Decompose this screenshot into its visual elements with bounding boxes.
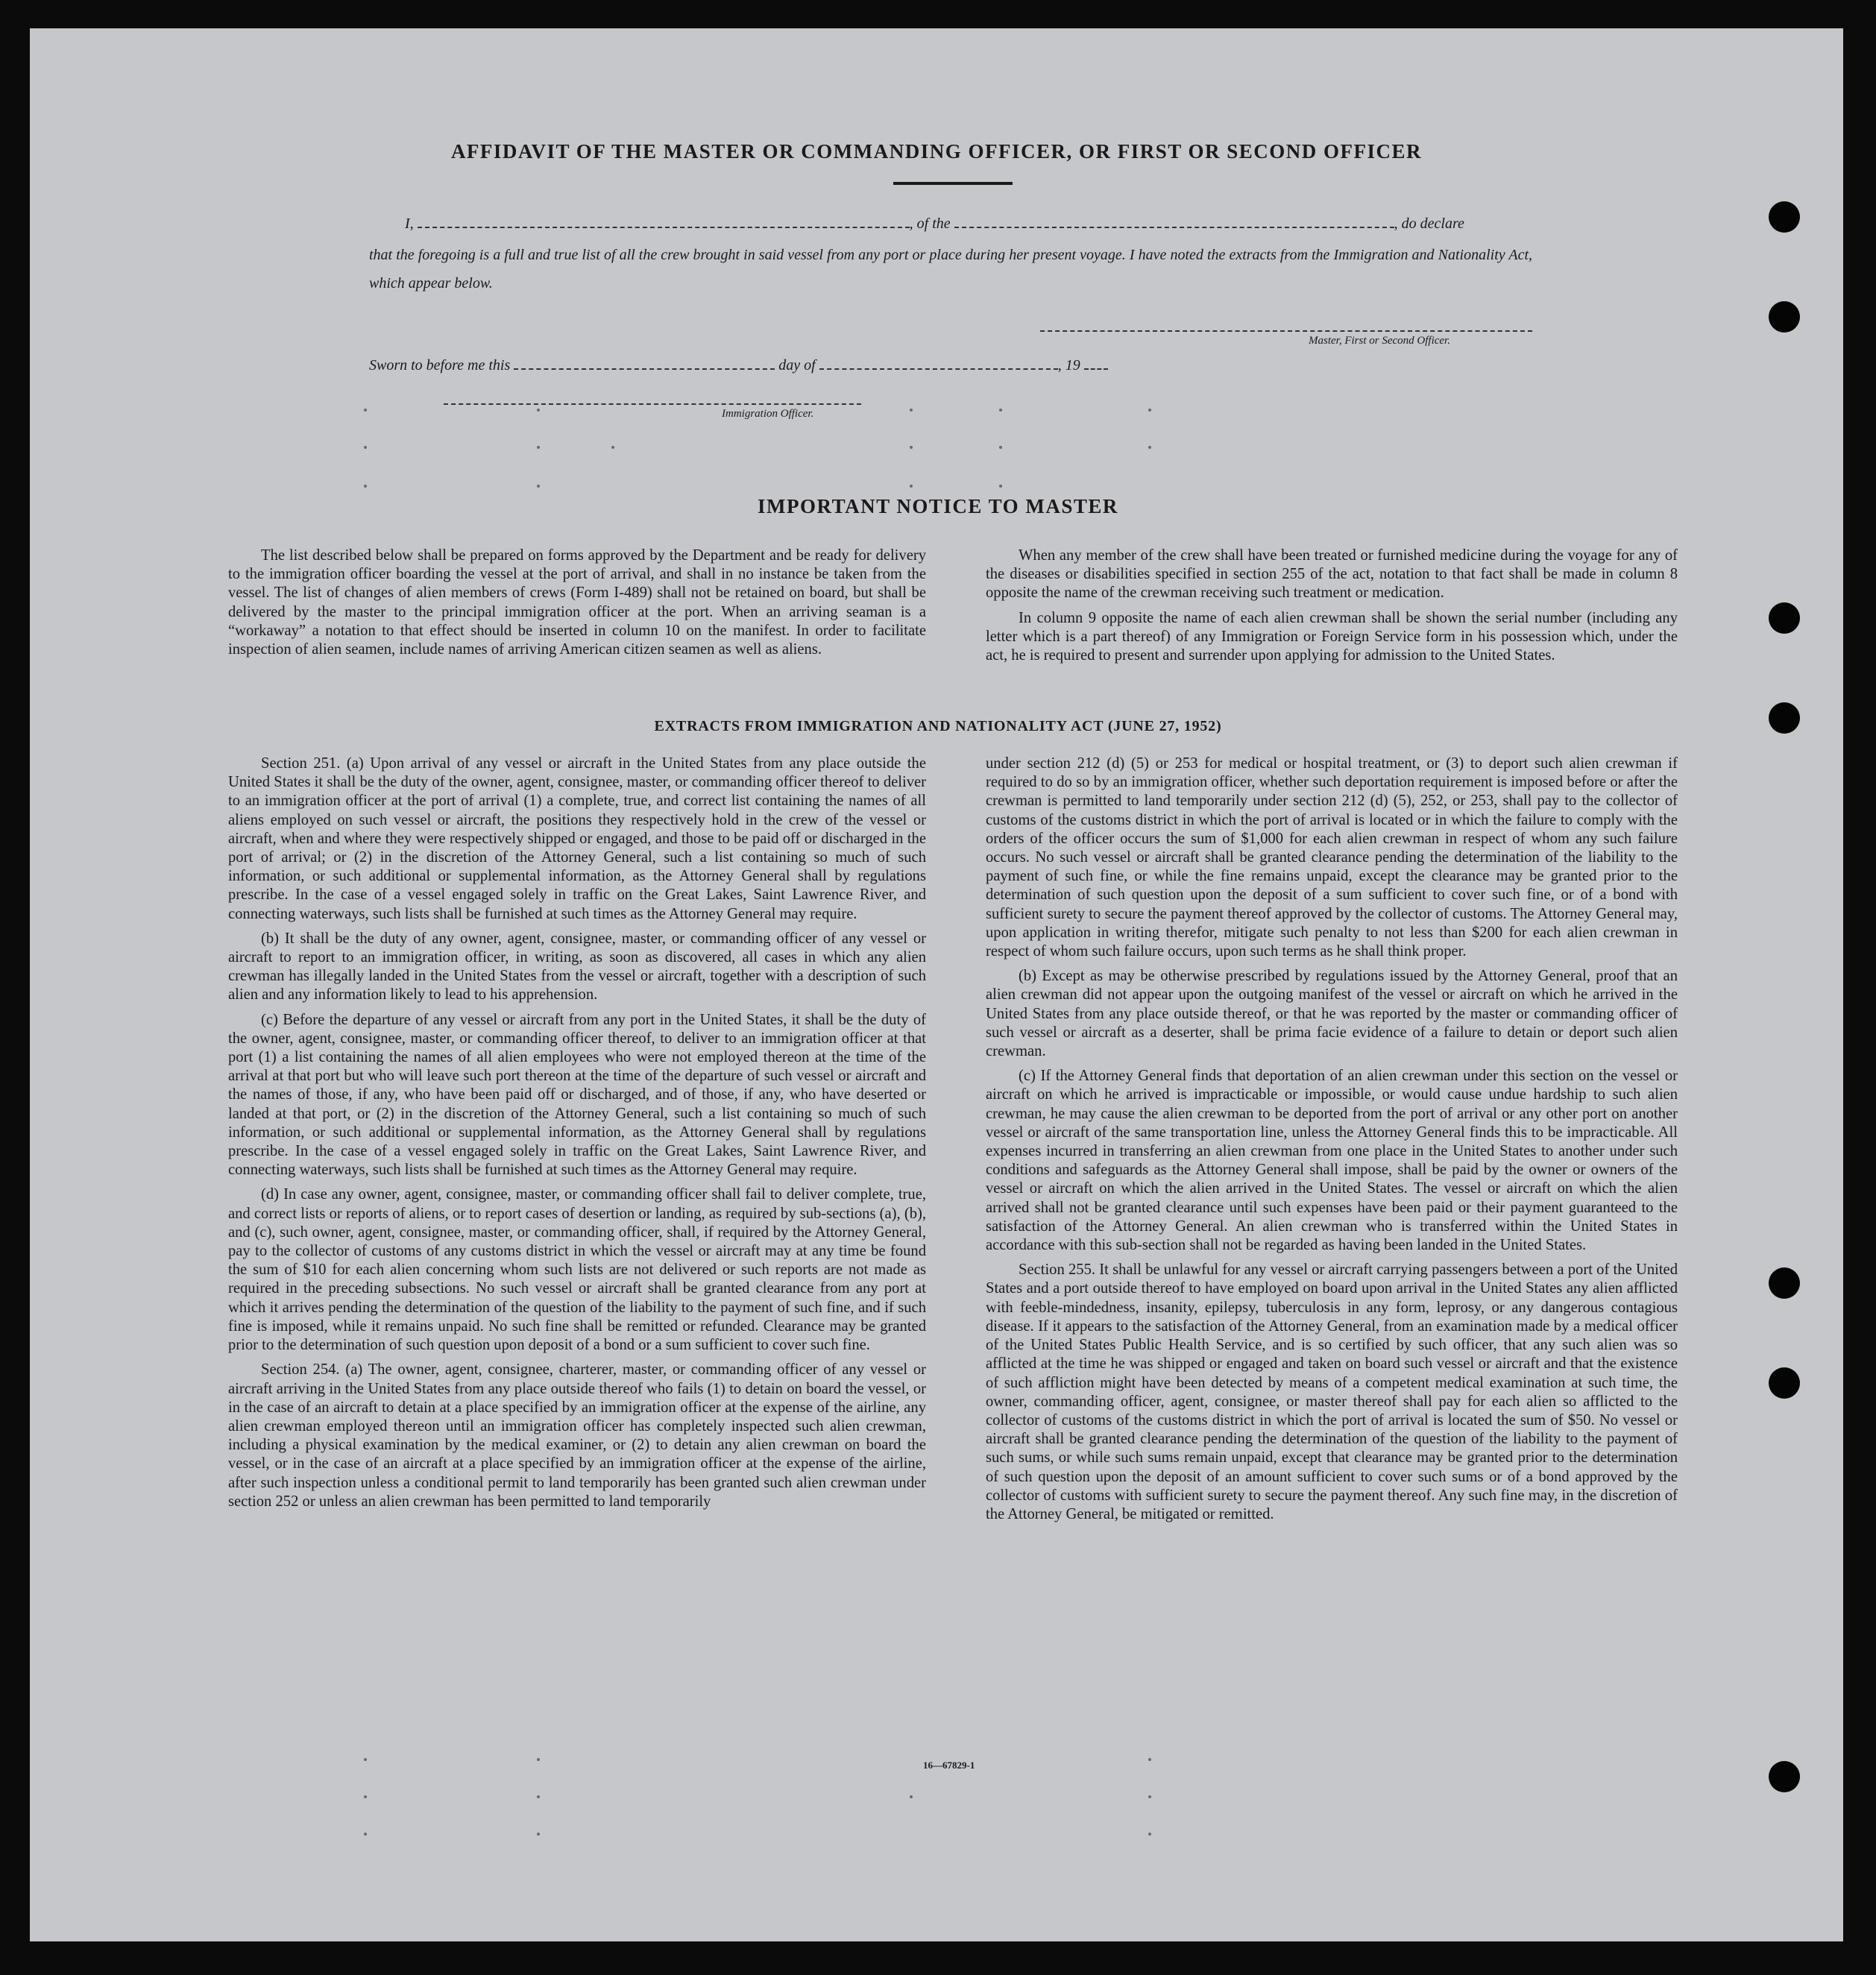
section-251-a: Section 251. (a) Upon arrival of any vessel or aircraft in the United States from any place outside the United States it shall be the duty of the owner, agent, consignee, master, or commanding officer thereof to deliver to an immigration officer at the port of arrival (1) a complete, true, and correct list containing the names of all aliens employed on such vessel or aircraft, the positions they respectively hold in the crew of the vessel or aircraft, when and where they were respectively shipped or engaged, and those to be paid off or discharged in the port of arrival; or (2) in the discretion of the Attorney General, such a list containing so much of such information, or such additional or supplemental information, as the Attorney General shall by regulations prescribe. In the case of a vessel engaged solely in traffic on the Great Lakes, Saint Lawrence River, and connecting waterways, such lists shall be furnished at such times as the Attorney General may require.: [228, 755, 926, 922]
speck-mark: [364, 409, 367, 412]
notice-right-column: [986, 546, 1678, 671]
officer-signature-caption: Immigration Officer.: [722, 408, 814, 420]
affidavit-declare-label: , do declare: [1394, 215, 1464, 232]
speck-mark: [364, 1833, 367, 1836]
sworn-year-blank: [1084, 356, 1108, 370]
sworn-day-blank: [514, 356, 775, 370]
affidavit-of-the-label: , of the: [909, 215, 951, 232]
speck-mark: [537, 485, 540, 488]
punch-hole: [1769, 1761, 1800, 1792]
notice-right-paragraph-2: In column 9 opposite the name of each alien crewman shall be shown the serial number (including any letter which is a part thereof) of any Immigration or Foreign Service form in his possession which, under the act, he is required to present and surrender upon applying for admission to the United States.: [986, 609, 1678, 664]
affidavit-i-label: I,: [405, 215, 414, 232]
affidavit-declaration-line: [405, 215, 1464, 233]
sworn-line: [369, 356, 1108, 374]
punch-hole: [1769, 201, 1800, 233]
speck-mark: [537, 1833, 540, 1836]
sworn-day-of-label: day of: [778, 357, 816, 374]
speck-mark: [1148, 1833, 1151, 1836]
section-254-b: (b) Except as may be otherwise prescribed by regulations issued by the Attorney General, proof that an alien crewman did not appear upon the outgoing manifest of the vessel or aircraft on which he arrived in the United States from any place outside thereof, or that he was reported by the master or commanding officer of such vessel or aircraft as a deserter, shall be prima facie evidence of a failure to detain or deport such alien crewman.: [986, 968, 1678, 1060]
sworn-prefix: Sworn to before me this: [369, 357, 511, 374]
affidavit-statement: that the foregoing is a full and true list of all the crew brought in said vessel from any port or place during her present voyage. I have noted the extracts from the Immigration and Nationality Act, which appear below.: [369, 247, 1532, 292]
extracts-title: EXTRACTS FROM IMMIGRATION AND NATIONALITY ACT (JUNE 27, 1952): [654, 718, 1222, 734]
section-251-d: (d) In case any owner, agent, consignee, master, or commanding officer shall fail to deliver complete, true, and correct lists or reports of aliens, or to report cases of desertion or landing, as required by sub-sections (a), (b), and (c), such owner, agent, consignee, master, or commanding officer, shall, if required by the Attorney General, pay to the collector of customs of any customs district in which the vessel or aircraft may at any time be found the sum of $10 for each alien concerning whom such lists are not delivered or such reports are not made as required in the preceding subsections. No such vessel or aircraft shall be granted clearance from any port at which it arrives pending the determination of the question of the liability to the payment of such fine, and if such fine is imposed, while it remains unpaid. No such fine shall be remitted or refunded. Clearance may be granted prior to the determination of such question upon deposit of a bond or a sum sufficient to cover such fine.: [228, 1186, 926, 1354]
punch-hole: [1769, 301, 1800, 333]
officer-signature-line: [444, 403, 861, 405]
section-254-c: (c) If the Attorney General finds that deportation of an alien crewman under this section on the vessel or aircraft on which he arrived is impracticable or impossible, or would cause undue hardship to such alien crewman, he may cause the alien crewman to be deported from the port of arrival or any other port on another vessel or aircraft of the same transportation line, unless the Attorney General finds this to be impracticable. All expenses incurred in transferring an alien crewman from one place in the United States to another under such conditions and safeguards as the Attorney General shall impose, shall be paid by the owner or owners of the vessel or aircraft on which the alien arrived in the United States. The vessel or aircraft on which the alien arrived shall not be granted clearance until such expenses have been paid or their payment guaranteed to the satisfaction of the Attorney General. An alien crewman who is transferred within the United States in accordance with this sub-section shall not be regarded as having been landed in the United States.: [986, 1068, 1678, 1254]
punch-hole: [1769, 602, 1800, 634]
speck-mark: [364, 1758, 367, 1761]
speck-mark: [910, 1795, 913, 1798]
speck-mark: [364, 485, 367, 488]
notice-right-paragraph-1: When any member of the crew shall have been treated or furnished medicine during the voyage for any of the diseases or disabilities specified in section 255 of the act, notation to that fact shall be made in column 8 opposite the name of the crewman receiving such treatment or medication.: [986, 547, 1678, 602]
section-251-c: (c) Before the departure of any vessel or aircraft from any port in the United States, it shall be the duty of the owner, agent, consignee, master, or commanding officer thereof, to deliver to an immigration officer at that port (1) a list containing the names of all alien employees who were not employed thereon at the time of the arrival at that port but who will leave such port thereon at the time of the departure of such vessel or aircraft and the names of those, if any, who have been paid off or discharged, and of those, if any, who have deserted or landed at that port, or (2) in the discretion of the Attorney General, such a list containing so much of such information, or such additional or supplemental information, as the Attorney General shall by regulations prescribe. In the case of a vessel engaged solely in traffic on the Great Lakes, Saint Lawrence River, and connecting waterways, such lists shall be furnished at such times as the Attorney General may require.: [228, 1011, 926, 1179]
sworn-year-label: , 19: [1057, 357, 1080, 374]
speck-mark: [910, 446, 913, 449]
section-255: Section 255. It shall be unlawful for any vessel or aircraft carrying passengers between a port of the United States and a port outside thereof to have employed on board upon arrival in the United States any alien afflicted with feeble-mindedness, insanity, epilepsy, tuberculosis in any form, leprosy, or any dangerous contagious disease. If it appears to the satisfaction of the Attorney General, from an examination made by a medical officer of the United States Public Health Service, and is so certified by such officer, that any such alien was so afflicted at the time he was shipped or engaged and taken on board such vessel or aircraft and that the existence of such affliction might have been detected by means of a competent medical examination at such time, the owner, commanding officer, agent, consignee, or master thereof shall pay for each alien so afflicted to the collector of customs of the customs district in which the port of arrival is located the sum of $50. No vessel or aircraft shall be granted clearance pending the determination of the question of the liability to the payment of such sums, or while such sums remain unpaid, except that clearance may be granted prior to the determination of such question upon the deposit of an amount sufficient to cover such sums or of a bond approved by the collector of customs with sufficient surety to secure the payment thereof. Any such fine may, in the discretion of the Attorney General, be mitigated or remitted.: [986, 1261, 1678, 1522]
speck-mark: [364, 1795, 367, 1798]
sworn-month-blank: [819, 356, 1058, 370]
notice-left-column: [228, 546, 926, 665]
speck-mark: [611, 446, 614, 449]
punch-hole: [1769, 1267, 1800, 1299]
section-251-b: (b) It shall be the duty of any owner, agent, consignee, master, or commanding officer of any vessel or aircraft to report to an immigration officer, in writing, as soon as discovered, all cases in which any alien crewman has illegally landed in the United States from the vessel or aircraft, together with a description of such alien and any information likely to lead to his apprehension.: [228, 930, 926, 1004]
document-sheet: [30, 28, 1843, 1941]
speck-mark: [1148, 1758, 1151, 1761]
punch-hole: [1769, 702, 1800, 734]
speck-mark: [1148, 1795, 1151, 1798]
title-underline: [893, 182, 1013, 185]
speck-mark: [364, 446, 367, 449]
name-blank: [418, 215, 910, 228]
speck-mark: [999, 446, 1002, 449]
speck-mark: [1148, 409, 1151, 412]
notice-title: IMPORTANT NOTICE TO MASTER: [758, 495, 1118, 517]
speck-mark: [537, 409, 540, 412]
speck-mark: [537, 1758, 540, 1761]
speck-mark: [537, 446, 540, 449]
speck-mark: [537, 1795, 540, 1798]
speck-mark: [999, 409, 1002, 412]
section-254-a-continued: under section 212 (d) (5) or 253 for medical or hospital treatment, or (3) to deport such alien crewman if required to do so by an immigration officer, whether such deportation requirement is imposed before or after the crewman is permitted to land temporarily under section 212 (d) (5), 252, or 253, shall pay to the collector of customs of the customs district in which the port of arrival is located or in which the failure to comply with the orders of the officer occurs the sum of $1,000 for each alien crewman in respect of whom any such failure occurs. No such vessel or aircraft shall be granted clearance pending the determination of the liability to the payment of such fine, or while the fine remains unpaid, except the clearance may be granted prior to the determination of such question upon the deposit of a sum sufficient to cover such fine, or of a bond with sufficient surety to secure the payment thereof approved by the collector of customs. The Attorney General may, upon application in writing therefor, mitigate such penalty to not less than $200 for each alien crewman in respect of whom such failure occurs, upon such terms as he shall think proper.: [986, 755, 1678, 960]
notice-left-paragraph: The list described below shall be prepared on forms approved by the Department and be ready for delivery to the immigration officer boarding the vessel at the port of arrival, and shall in no instance be taken from the vessel. The list of changes of alien members of crews (Form I-489) shall not be retained on board, but shall be delivered by the master to the principal immigration officer at the port. When an arriving seaman is a “workaway” a notation to that effect should be inserted in column 10 on the manifest. In order to facilitate inspection of alien seamen, include names of arriving American citizen seamen as well as aliens.: [228, 547, 926, 658]
affidavit-title: AFFIDAVIT OF THE MASTER OR COMMANDING OFFICER, OR FIRST OR SECOND OFFICER: [450, 140, 1423, 163]
speck-mark: [910, 485, 913, 488]
vessel-blank: [954, 215, 1394, 228]
master-signature-caption: Master, First or Second Officer.: [1309, 335, 1450, 347]
speck-mark: [1148, 446, 1151, 449]
extracts-right-column: [986, 755, 1678, 1530]
extracts-left-column: [228, 755, 926, 1517]
speck-mark: [910, 409, 913, 412]
speck-mark: [999, 485, 1002, 488]
form-code: 16—67829-1: [923, 1760, 975, 1771]
master-signature-line: [1040, 330, 1532, 332]
punch-hole: [1769, 1367, 1800, 1399]
section-254-a: Section 254. (a) The owner, agent, consignee, charterer, master, or commanding officer of any vessel or aircraft arriving in the United States from any place outside thereof who fails (1) to detain on board the vessel, or in the case of an aircraft to detain at a place specified by an immigration officer at the expense of the airline, any alien crewman employed thereon until an immigration officer has completely inspected such alien crewman, including a physical examination by the medical examiner, or (2) to detain any alien crewman on board the vessel, or in the case of an aircraft at a place specified by an immigration officer at the expense of the airline, after such inspection unless a conditional permit to land temporarily has been granted such alien crewman under section 252 or unless an alien crewman has been permitted to land temporarily: [228, 1361, 926, 1510]
